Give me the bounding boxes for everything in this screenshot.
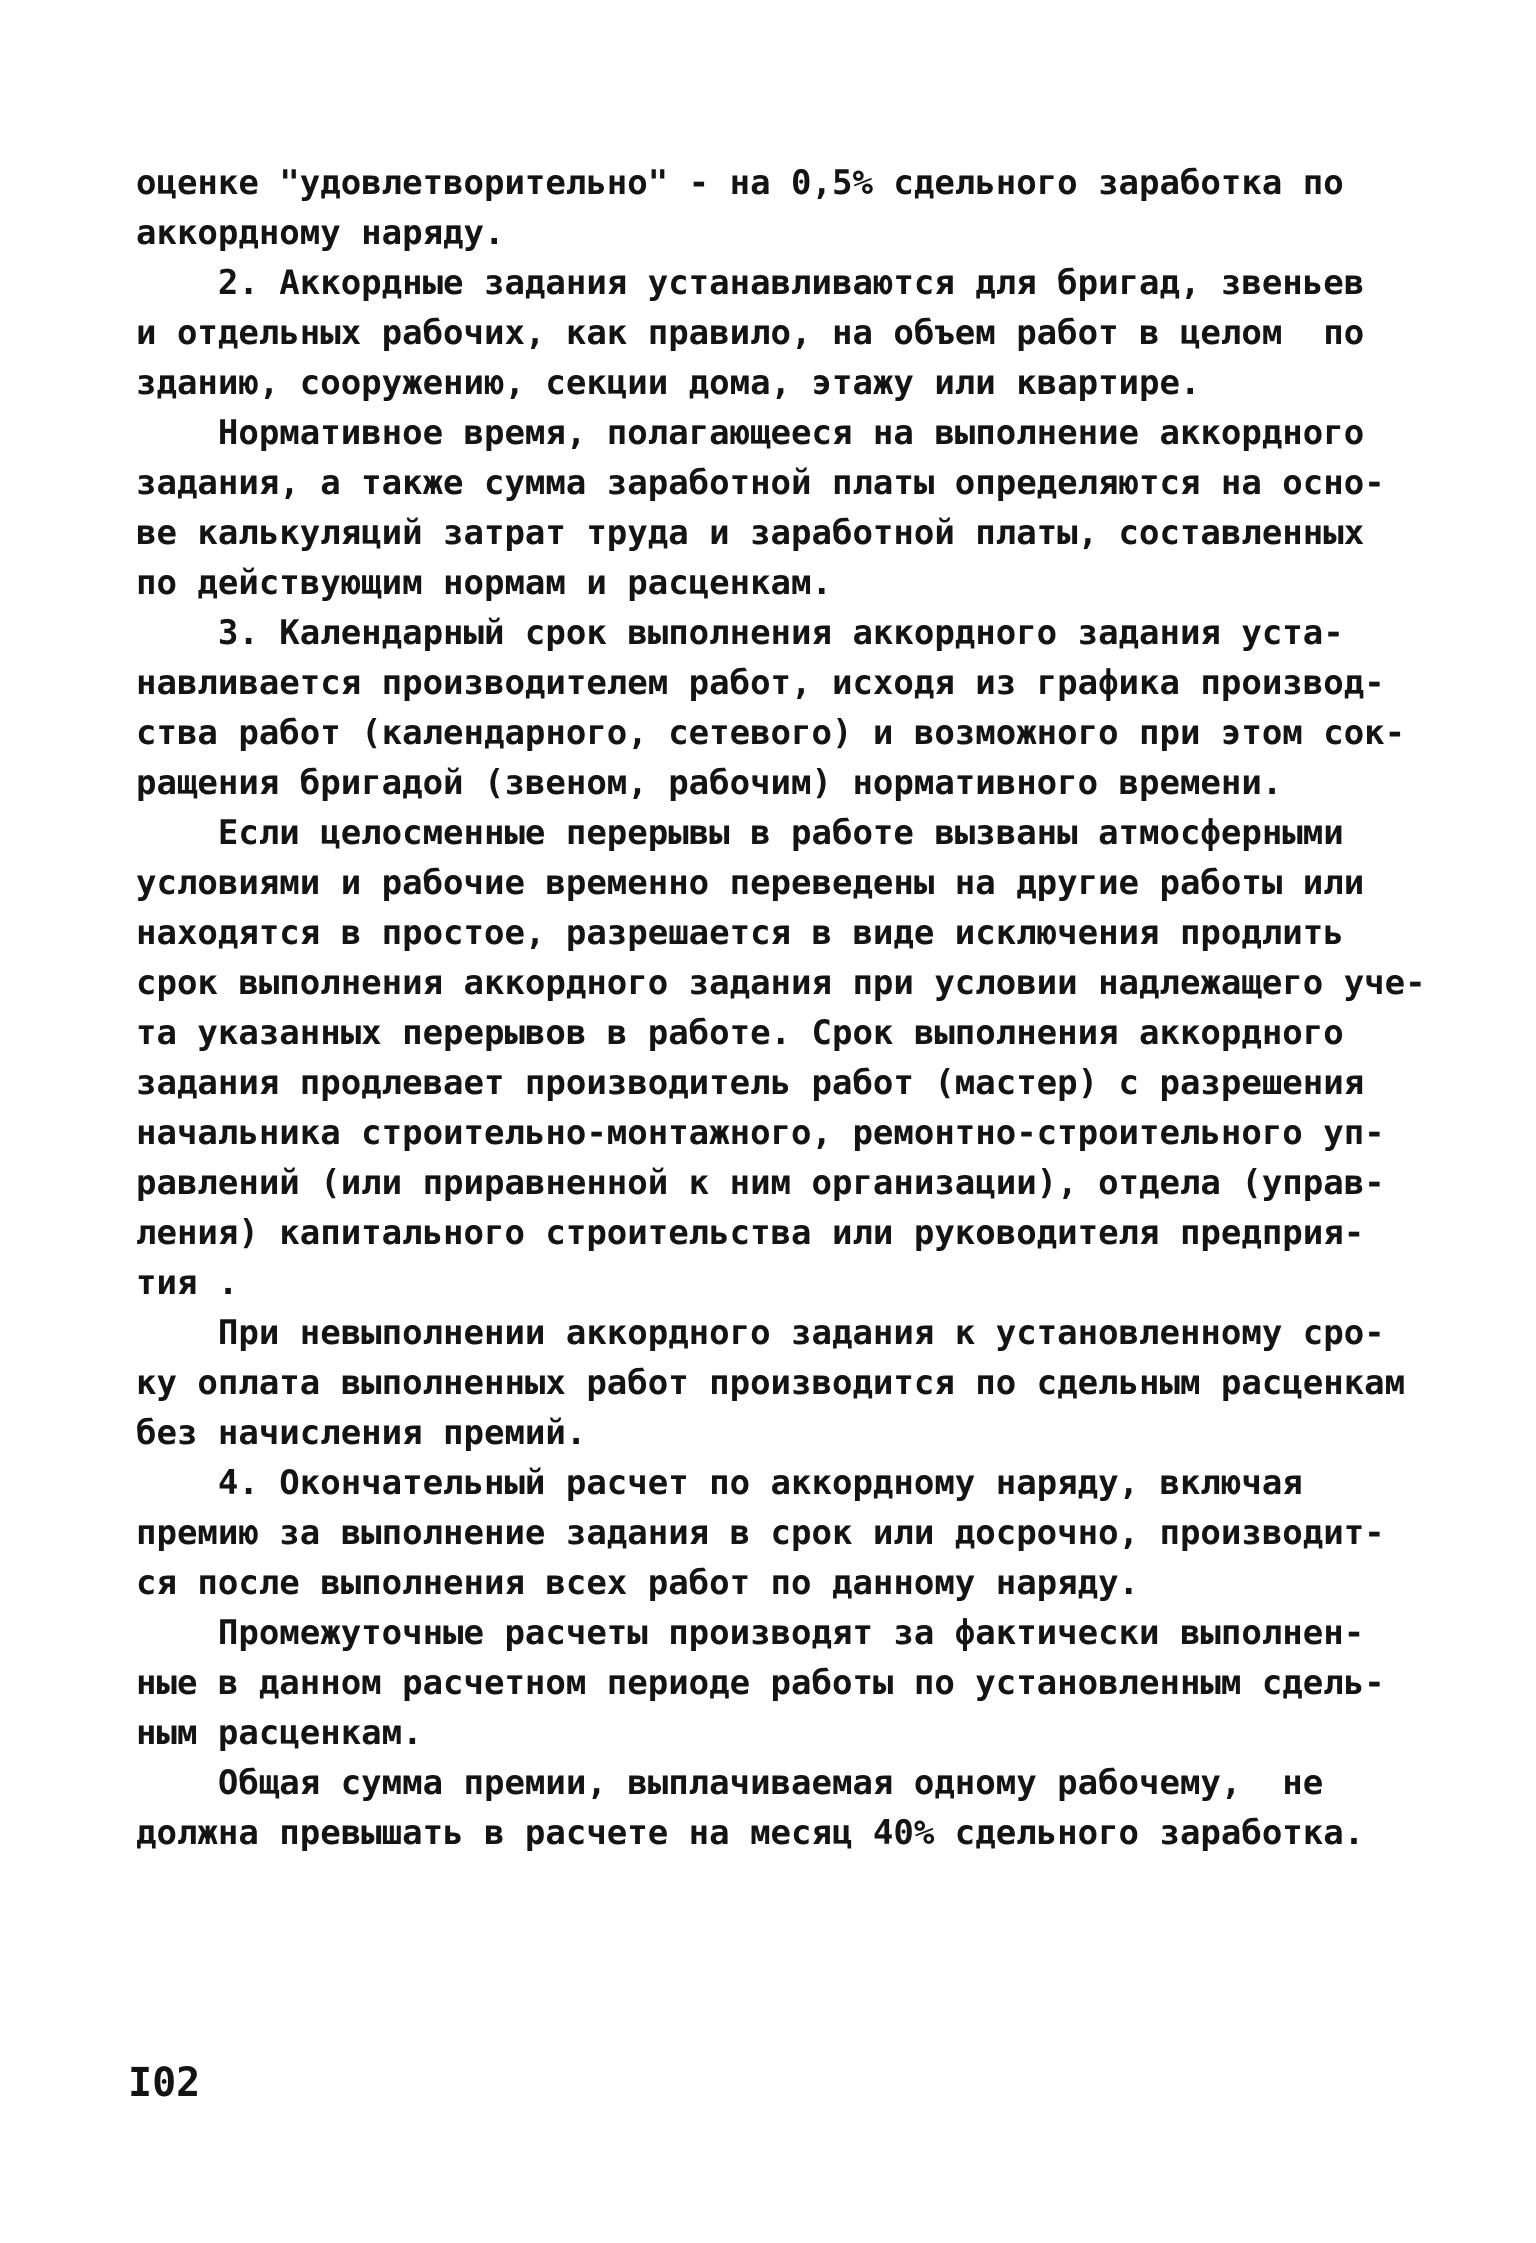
text-line: При невыполнении аккордного задания к установленному сро-: [136, 1313, 1385, 1353]
text-line: оценке "удовлетворительно" - на 0,5% сдельного заработка по: [136, 163, 1344, 203]
text-line: ве калькуляций затрат труда и заработной платы, составленных: [136, 513, 1365, 553]
text-line: находятся в простое, разрешается в виде исключения продлить: [136, 913, 1344, 953]
text-line: ся после выполнения всех работ по данному наряду.: [136, 1563, 1140, 1603]
text-line: начальника строительно-монтажного, ремонтно-строительного уп-: [136, 1113, 1385, 1153]
text-line: Общая сумма премии, выплачиваемая одному рабочему, не: [136, 1763, 1324, 1803]
text-line: должна превышать в расчете на месяц 40% сдельного заработка.: [136, 1813, 1365, 1853]
text-line: та указанных перерывов в работе. Срок выполнения аккордного: [136, 1013, 1344, 1053]
text-line: 3. Календарный срок выполнения аккордного задания уста-: [136, 613, 1344, 653]
text-line: ным расценкам.: [136, 1713, 423, 1753]
text-line: ращения бригадой (звеном, рабочим) нормативного времени.: [136, 763, 1283, 803]
text-line: зданию, сооружению, секции дома, этажу или квартире.: [136, 363, 1201, 403]
text-line: аккордному наряду.: [136, 213, 505, 253]
text-line: Если целосменные перерывы в работе вызваны атмосферными: [136, 813, 1344, 853]
text-line: и отдельных рабочих, как правило, на объем работ в целом по: [136, 313, 1365, 353]
text-line: без начисления премий.: [136, 1413, 587, 1453]
text-line: ку оплата выполненных работ производится по сдельным расценкам: [136, 1363, 1406, 1403]
body-text: [136, 158, 1426, 1858]
text-line: срок выполнения аккордного задания при условии надлежащего уче-: [136, 963, 1426, 1003]
text-line: Нормативное время, полагающееся на выполнение аккордного: [136, 413, 1365, 453]
text-line: задания продлевает производитель работ (мастер) с разрешения: [136, 1063, 1365, 1103]
text-line: ления) капитального строительства или руководителя предприя-: [136, 1213, 1365, 1253]
text-line: Промежуточные расчеты производят за фактически выполнен-: [136, 1613, 1365, 1653]
text-line: 2. Аккордные задания устанавливаются для бригад, звеньев: [136, 263, 1365, 303]
page-number: I02: [128, 2060, 201, 2106]
text-line: задания, а также сумма заработной платы определяются на осно-: [136, 463, 1385, 503]
text-line: равлений (или приравненной к ним организации), отдела (управ-: [136, 1163, 1385, 1203]
text-line: 4. Окончательный расчет по аккордному наряду, включая: [136, 1463, 1303, 1503]
text-line: навливается производителем работ, исходя из графика производ-: [136, 663, 1385, 703]
text-line: условиями и рабочие временно переведены на другие работы или: [136, 863, 1365, 903]
text-line: ные в данном расчетном периоде работы по установленным сдель-: [136, 1663, 1385, 1703]
text-line: премию за выполнение задания в срок или досрочно, производит-: [136, 1513, 1385, 1553]
text-line: тия .: [136, 1263, 239, 1303]
text-line: ства работ (календарного, сетевого) и возможного при этом сок-: [136, 713, 1406, 753]
text-line: по действующим нормам и расценкам.: [136, 563, 832, 603]
